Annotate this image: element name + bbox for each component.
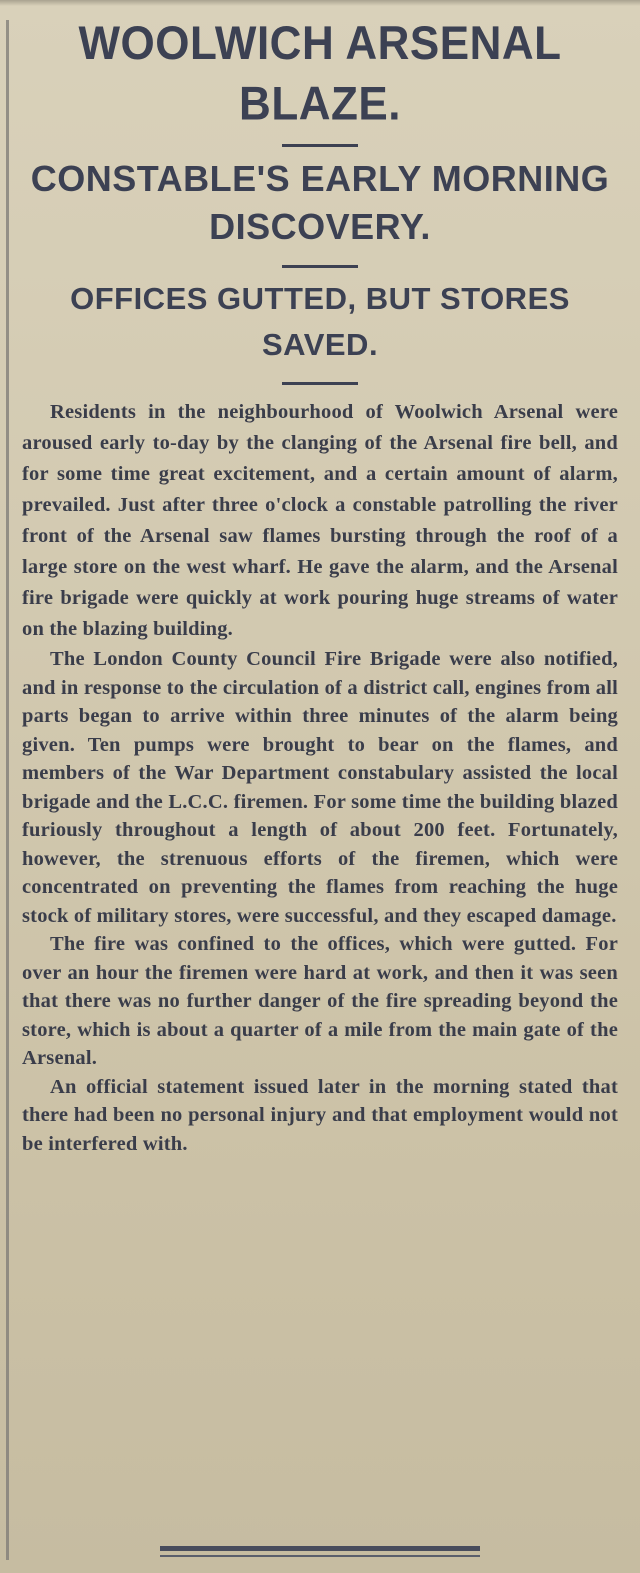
body-divider [282,382,358,385]
paragraph: The fire was confined to the offices, which were gutted. For over an hour the firemen were hard at work, and then it was seen that there was no further danger of the fire spreading beyond the store, which is about a quarter of a mile from the main gate of the Arsenal. [22,933,618,1069]
end-rule-thin [160,1555,480,1557]
subheadline-2: OFFICES GUTTED, BUT STORES SAVED. [70,281,570,362]
headline: WOOLWICH ARSENAL BLAZE. [78,16,562,131]
page-top-edge [0,0,640,6]
paragraph: The London County Council Fire Brigade were also notified, and in response to the circulation of a district call, engines from all parts began to arrive within three minutes of the alarm being given. Ten pumps were brought to bear on the flames, and members of the War Department constabulary assisted the local brigade and the L.C.C. firemen. For some time the building blazed furiously throughout a length of about 200 feet. Fortunately, however, the strenuous efforts of the firemen, which were concentrated on preventing the flames from reaching the huge stock of military stores, were successful, and they escaped damage. [22,648,618,927]
subheadline-divider [282,265,358,268]
subheadline-1: CONSTABLE'S EARLY MORNING DISCOVERY. [30,158,610,247]
end-rule [160,1546,480,1551]
paragraph: Residents in the neighbourhood of Woolwich Arsenal were aroused early to-day by the clanging of the Arsenal fire bell, and for some time great excitement, and a certain amount of alarm, prevailed. Just after three o'clock a constable patrolling the river front of the Arsenal saw flames bursting through the roof of a large store on the west wharf. He gave the alarm, and the Arsenal fire brigade were quickly at work pouring huge streams of water on the blazing building. [22,401,618,640]
column-rule [6,20,9,1560]
paragraph: An official statement issued later in the morning stated that there had been no personal injury and that employment would not be interfered with. [22,1075,618,1155]
article-body [22,397,618,1158]
headline-divider [282,144,358,147]
article-column [22,18,618,1158]
